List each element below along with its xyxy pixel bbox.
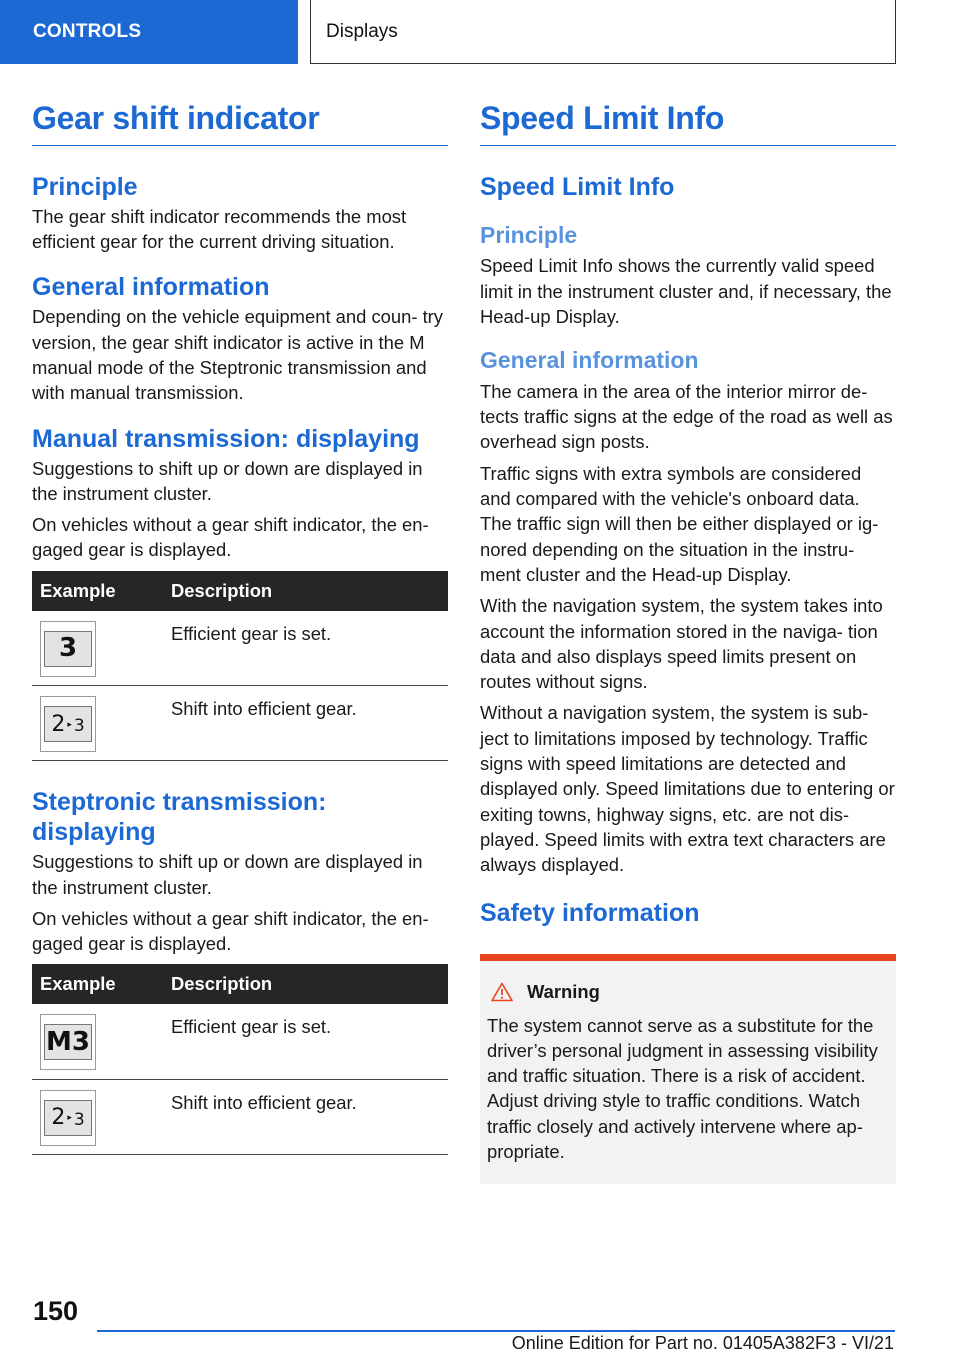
example-cell	[32, 1004, 163, 1079]
gear-3-icon: 3	[40, 621, 96, 677]
example-cell	[32, 611, 163, 686]
heading-general-information: General information	[480, 347, 699, 374]
heading-principle: Principle	[32, 172, 138, 201]
description-cell: Efficient gear is set.	[163, 611, 448, 686]
page-heading-speed-limit: Speed Limit Info	[480, 100, 896, 146]
general-text: Depending on the vehicle equipment and coun- try version, the gear shift indicator is active in the M manual mode of the Steptronic transmission and with manual transmission.	[32, 306, 443, 404]
warning-label: Warning	[527, 980, 600, 1002]
warning-box	[480, 954, 896, 1185]
heading-steptronic: Steptronic transmission: displaying	[32, 788, 327, 847]
footer-edition: Online Edition for Part no. 01405A382F3 - VI/21	[511, 1333, 894, 1353]
page-number: 150	[33, 1296, 79, 1326]
description-cell: Shift into efficient gear.	[163, 1079, 448, 1154]
description-cell: Efficient gear is set.	[163, 1004, 448, 1079]
heading-speed-limit-info: Speed Limit Info	[480, 172, 675, 201]
table-header-row	[32, 964, 448, 1004]
col-description: Description	[171, 973, 273, 995]
manual-text-1: Suggestions to shift up or down are displayed in the instrument cluster.	[32, 457, 423, 504]
right-column	[480, 100, 896, 1184]
manual-text-2: On vehicles without a gear shift indicator, the en- gaged gear is displayed.	[32, 514, 429, 561]
general-text-3: With the navigation system, the system takes into account the information stored in the naviga- tion data and also displays speed limits present on routes without signs.	[480, 595, 883, 693]
manual-gear-table	[32, 571, 448, 762]
col-description: Description	[171, 579, 273, 601]
page-heading-gear-shift: Gear shift indicator	[32, 100, 448, 146]
example-cell	[32, 686, 163, 761]
heading-principle: Principle	[480, 221, 578, 248]
gear-m3-icon: M3	[40, 1014, 96, 1070]
steptronic-text-2: On vehicles without a gear shift indicator, the en- gaged gear is displayed.	[32, 907, 429, 955]
gear-shift-2-to-3-icon: 2 ▸ 3	[40, 1090, 96, 1146]
col-example: Example	[40, 973, 116, 995]
warning-triangle-icon	[491, 982, 513, 1002]
gear-shift-2-to-3-icon: 2 ▸ 3	[40, 696, 96, 752]
header-title-box	[310, 0, 896, 64]
general-text-1: The camera in the area of the interior mirror de- tects traffic signs at the edge of the road as well as overhead sign posts.	[480, 380, 893, 453]
header-title: Displays	[326, 21, 398, 42]
table-row	[32, 1004, 448, 1079]
heading-general-information: General information	[32, 273, 270, 302]
section-tab: CONTROLS	[0, 0, 298, 64]
table-header-row	[32, 571, 448, 611]
col-example: Example	[40, 579, 116, 601]
steptronic-text-1: Suggestions to shift up or down are displayed in the instrument cluster.	[32, 851, 423, 898]
heading-manual-transmission: Manual transmission: displaying	[32, 424, 420, 453]
table-row	[32, 611, 448, 686]
steptronic-gear-table	[32, 964, 448, 1155]
heading-safety-information: Safety information	[480, 898, 700, 927]
footer-divider	[97, 1330, 895, 1332]
general-text-2: Traffic signs with extra symbols are considered and compared with the vehicle's onboard data. The traffic sign will then be either displayed or ig- nored depending on the situation in the instru- ment cluster and the Head-up Display.	[480, 462, 879, 585]
warning-text: The system cannot serve as a substitute for the driver’s personal judgment in assessing visibility and traffic situation. There is a risk of accident. Adjust driving style to traffic conditions. Watch traffic closely and actively intervene where ap- propriate.	[487, 1014, 878, 1162]
general-text-4: Without a navigation system, the system is sub- ject to limitations imposed by technology. Traffic signs with speed limitations are detected and displayed only. Speed limitations due to entering or exiting towns, highway signs, etc. are not dis- played. Speed limits with extra text characters are always displayed.	[480, 702, 895, 876]
principle-text: Speed Limit Info shows the currently valid speed limit in the instrument cluster and, if necessary, the Head-up Display.	[480, 255, 892, 327]
table-row	[32, 1079, 448, 1154]
description-cell: Shift into efficient gear.	[163, 686, 448, 761]
example-cell	[32, 1079, 163, 1154]
principle-text: The gear shift indicator recommends the most efficient gear for the current driving situation.	[32, 205, 407, 253]
table-row	[32, 686, 448, 761]
left-column	[32, 100, 448, 1155]
warning-header	[491, 981, 889, 1003]
